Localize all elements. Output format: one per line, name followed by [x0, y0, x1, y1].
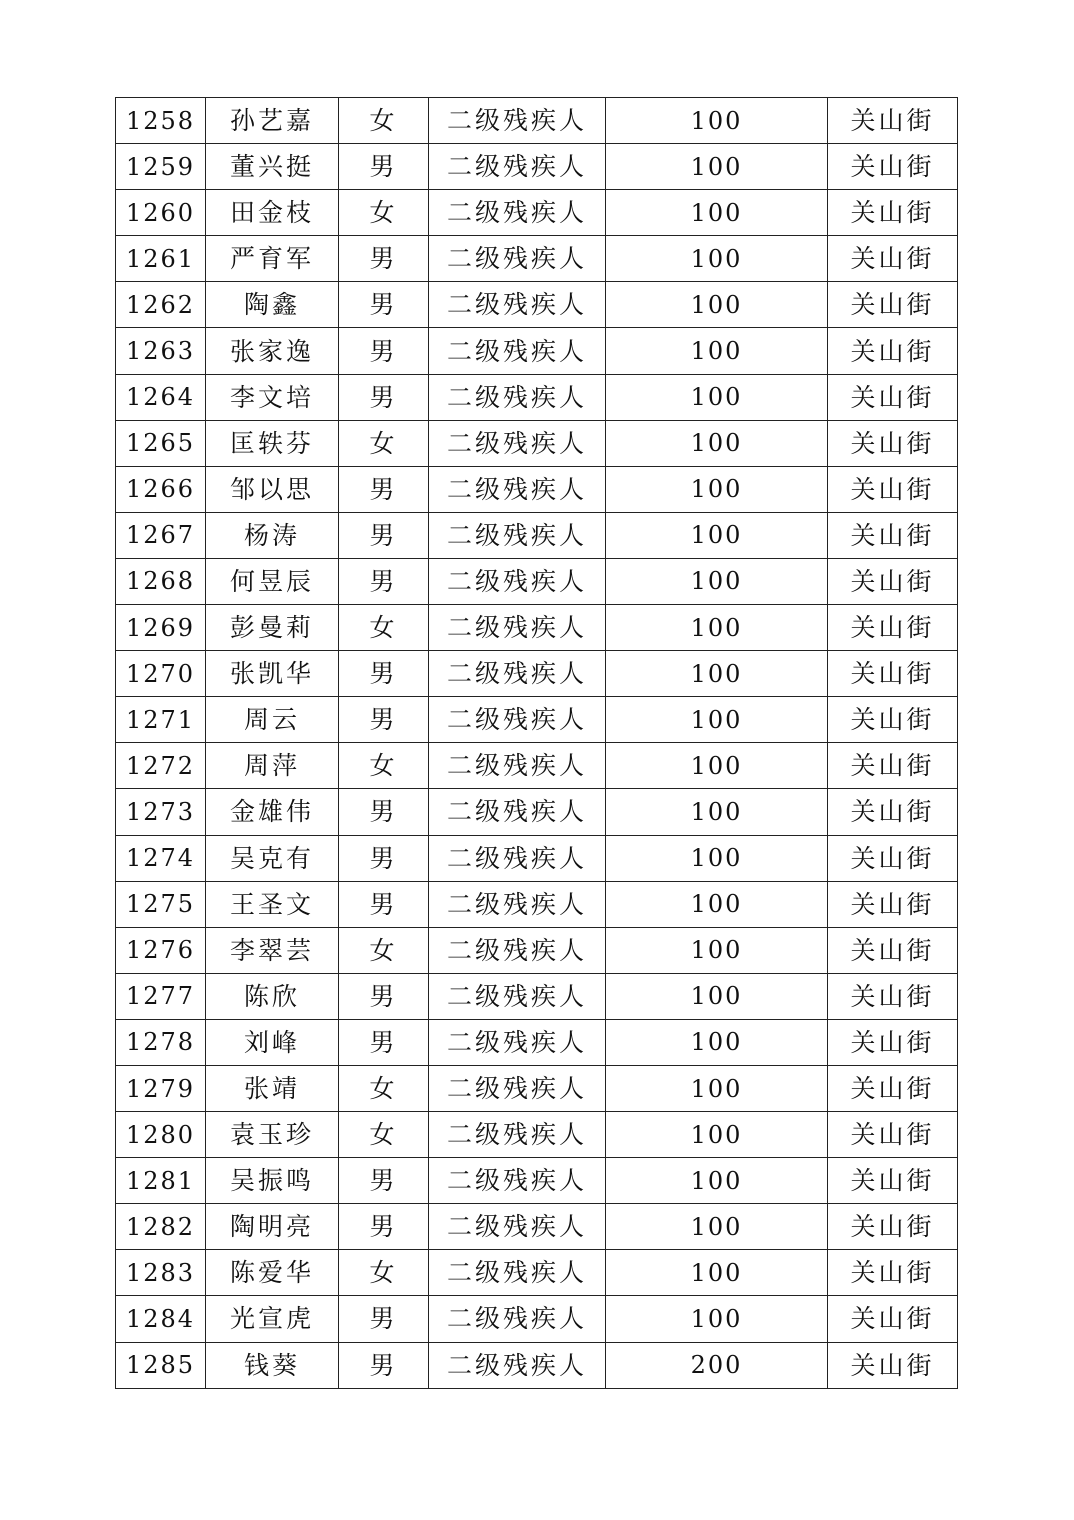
cell-amount: 100: [606, 973, 828, 1019]
cell-gender: 女: [339, 98, 429, 144]
table-row: [116, 697, 958, 743]
cell-category: 二级残疾人: [429, 374, 606, 420]
cell-gender: 女: [339, 420, 429, 466]
cell-name: 杨涛: [206, 512, 339, 558]
cell-id: 1258: [116, 98, 206, 144]
cell-gender: 女: [339, 743, 429, 789]
cell-amount: 100: [606, 605, 828, 651]
cell-category: 二级残疾人: [429, 1250, 606, 1296]
table-row: [116, 789, 958, 835]
cell-amount: 100: [606, 282, 828, 328]
cell-name: 陈爱华: [206, 1250, 339, 1296]
cell-category: 二级残疾人: [429, 466, 606, 512]
cell-id: 1268: [116, 558, 206, 604]
cell-gender: 女: [339, 1065, 429, 1111]
table-row: [116, 420, 958, 466]
cell-id: 1270: [116, 651, 206, 697]
cell-name: 王圣文: [206, 881, 339, 927]
cell-id: 1284: [116, 1296, 206, 1342]
cell-area: 关山街: [828, 420, 958, 466]
cell-name: 张家逸: [206, 328, 339, 374]
cell-gender: 男: [339, 558, 429, 604]
cell-name: 周云: [206, 697, 339, 743]
cell-id: 1274: [116, 835, 206, 881]
cell-id: 1280: [116, 1112, 206, 1158]
cell-area: 关山街: [828, 789, 958, 835]
cell-amount: 100: [606, 374, 828, 420]
cell-category: 二级残疾人: [429, 328, 606, 374]
cell-category: 二级残疾人: [429, 1342, 606, 1388]
cell-area: 关山街: [828, 1250, 958, 1296]
cell-gender: 男: [339, 881, 429, 927]
cell-name: 孙艺嘉: [206, 98, 339, 144]
cell-category: 二级残疾人: [429, 881, 606, 927]
cell-area: 关山街: [828, 190, 958, 236]
cell-name: 陶鑫: [206, 282, 339, 328]
cell-area: 关山街: [828, 743, 958, 789]
cell-gender: 男: [339, 651, 429, 697]
cell-area: 关山街: [828, 512, 958, 558]
cell-category: 二级残疾人: [429, 282, 606, 328]
table-row: [116, 881, 958, 927]
cell-area: 关山街: [828, 1019, 958, 1065]
table-row: [116, 328, 958, 374]
cell-gender: 男: [339, 374, 429, 420]
cell-id: 1260: [116, 190, 206, 236]
cell-gender: 男: [339, 789, 429, 835]
cell-amount: 200: [606, 1342, 828, 1388]
cell-amount: 100: [606, 881, 828, 927]
cell-name: 张凯华: [206, 651, 339, 697]
table-row: [116, 512, 958, 558]
table-body: [116, 98, 958, 1389]
cell-id: 1265: [116, 420, 206, 466]
cell-amount: 100: [606, 558, 828, 604]
table-row: [116, 743, 958, 789]
cell-id: 1269: [116, 605, 206, 651]
cell-amount: 100: [606, 1019, 828, 1065]
cell-gender: 男: [339, 282, 429, 328]
cell-amount: 100: [606, 743, 828, 789]
cell-amount: 100: [606, 789, 828, 835]
cell-gender: 男: [339, 1019, 429, 1065]
table-row: [116, 144, 958, 190]
cell-gender: 男: [339, 1342, 429, 1388]
cell-category: 二级残疾人: [429, 144, 606, 190]
cell-area: 关山街: [828, 1342, 958, 1388]
cell-category: 二级残疾人: [429, 605, 606, 651]
table-row: [116, 1158, 958, 1204]
cell-area: 关山街: [828, 282, 958, 328]
cell-category: 二级残疾人: [429, 1112, 606, 1158]
cell-area: 关山街: [828, 144, 958, 190]
cell-name: 陈欣: [206, 973, 339, 1019]
cell-name: 光宣虎: [206, 1296, 339, 1342]
cell-id: 1261: [116, 236, 206, 282]
cell-amount: 100: [606, 98, 828, 144]
cell-name: 吴振鸣: [206, 1158, 339, 1204]
cell-gender: 男: [339, 697, 429, 743]
cell-amount: 100: [606, 697, 828, 743]
cell-name: 匡轶芬: [206, 420, 339, 466]
cell-amount: 100: [606, 1158, 828, 1204]
table-row: [116, 374, 958, 420]
cell-gender: 女: [339, 927, 429, 973]
recipient-table: [115, 97, 958, 1389]
cell-id: 1267: [116, 512, 206, 558]
cell-id: 1285: [116, 1342, 206, 1388]
cell-gender: 男: [339, 466, 429, 512]
cell-area: 关山街: [828, 374, 958, 420]
cell-gender: 男: [339, 1158, 429, 1204]
cell-name: 田金枝: [206, 190, 339, 236]
cell-name: 袁玉珍: [206, 1112, 339, 1158]
table-row: [116, 1019, 958, 1065]
cell-category: 二级残疾人: [429, 190, 606, 236]
cell-gender: 女: [339, 1250, 429, 1296]
cell-amount: 100: [606, 1296, 828, 1342]
cell-gender: 男: [339, 973, 429, 1019]
cell-name: 钱葵: [206, 1342, 339, 1388]
cell-gender: 女: [339, 190, 429, 236]
cell-amount: 100: [606, 1204, 828, 1250]
cell-name: 董兴挺: [206, 144, 339, 190]
cell-gender: 男: [339, 328, 429, 374]
cell-id: 1264: [116, 374, 206, 420]
cell-amount: 100: [606, 1065, 828, 1111]
cell-gender: 女: [339, 1112, 429, 1158]
cell-area: 关山街: [828, 927, 958, 973]
cell-amount: 100: [606, 1250, 828, 1296]
cell-category: 二级残疾人: [429, 512, 606, 558]
table-row: [116, 835, 958, 881]
cell-amount: 100: [606, 927, 828, 973]
cell-area: 关山街: [828, 973, 958, 1019]
cell-area: 关山街: [828, 651, 958, 697]
table-row: [116, 605, 958, 651]
cell-amount: 100: [606, 420, 828, 466]
cell-id: 1283: [116, 1250, 206, 1296]
cell-gender: 男: [339, 512, 429, 558]
cell-amount: 100: [606, 236, 828, 282]
cell-category: 二级残疾人: [429, 1019, 606, 1065]
cell-category: 二级残疾人: [429, 789, 606, 835]
cell-name: 邹以思: [206, 466, 339, 512]
cell-area: 关山街: [828, 1158, 958, 1204]
cell-id: 1282: [116, 1204, 206, 1250]
table-row: [116, 98, 958, 144]
table-row: [116, 927, 958, 973]
table-row: [116, 1204, 958, 1250]
cell-area: 关山街: [828, 697, 958, 743]
cell-area: 关山街: [828, 98, 958, 144]
cell-amount: 100: [606, 190, 828, 236]
cell-category: 二级残疾人: [429, 1296, 606, 1342]
cell-amount: 100: [606, 512, 828, 558]
table-row: [116, 282, 958, 328]
cell-category: 二级残疾人: [429, 973, 606, 1019]
cell-id: 1266: [116, 466, 206, 512]
cell-area: 关山街: [828, 605, 958, 651]
cell-name: 吴克有: [206, 835, 339, 881]
cell-category: 二级残疾人: [429, 420, 606, 466]
cell-id: 1277: [116, 973, 206, 1019]
cell-name: 彭曼莉: [206, 605, 339, 651]
cell-category: 二级残疾人: [429, 651, 606, 697]
cell-id: 1275: [116, 881, 206, 927]
cell-id: 1263: [116, 328, 206, 374]
cell-id: 1278: [116, 1019, 206, 1065]
cell-category: 二级残疾人: [429, 1204, 606, 1250]
cell-amount: 100: [606, 1112, 828, 1158]
cell-id: 1271: [116, 697, 206, 743]
cell-amount: 100: [606, 651, 828, 697]
cell-name: 陶明亮: [206, 1204, 339, 1250]
cell-name: 金雄伟: [206, 789, 339, 835]
cell-area: 关山街: [828, 1065, 958, 1111]
cell-area: 关山街: [828, 881, 958, 927]
cell-name: 张靖: [206, 1065, 339, 1111]
cell-category: 二级残疾人: [429, 927, 606, 973]
cell-gender: 男: [339, 835, 429, 881]
cell-area: 关山街: [828, 558, 958, 604]
cell-gender: 男: [339, 236, 429, 282]
cell-category: 二级残疾人: [429, 835, 606, 881]
cell-gender: 男: [339, 1204, 429, 1250]
table-row: [116, 973, 958, 1019]
table-row: [116, 651, 958, 697]
cell-area: 关山街: [828, 1204, 958, 1250]
cell-id: 1281: [116, 1158, 206, 1204]
cell-amount: 100: [606, 466, 828, 512]
table-row: [116, 1296, 958, 1342]
cell-id: 1273: [116, 789, 206, 835]
table-row: [116, 1342, 958, 1388]
cell-id: 1259: [116, 144, 206, 190]
cell-amount: 100: [606, 144, 828, 190]
cell-name: 李翠芸: [206, 927, 339, 973]
cell-name: 周萍: [206, 743, 339, 789]
cell-name: 严育军: [206, 236, 339, 282]
cell-category: 二级残疾人: [429, 697, 606, 743]
cell-id: 1272: [116, 743, 206, 789]
cell-category: 二级残疾人: [429, 558, 606, 604]
table-row: [116, 1112, 958, 1158]
cell-category: 二级残疾人: [429, 1158, 606, 1204]
cell-id: 1262: [116, 282, 206, 328]
cell-amount: 100: [606, 328, 828, 374]
cell-gender: 女: [339, 605, 429, 651]
cell-area: 关山街: [828, 236, 958, 282]
table-row: [116, 1065, 958, 1111]
cell-category: 二级残疾人: [429, 743, 606, 789]
cell-gender: 男: [339, 144, 429, 190]
cell-category: 二级残疾人: [429, 1065, 606, 1111]
cell-area: 关山街: [828, 466, 958, 512]
cell-amount: 100: [606, 835, 828, 881]
table-row: [116, 190, 958, 236]
table-row: [116, 558, 958, 604]
cell-area: 关山街: [828, 1112, 958, 1158]
cell-area: 关山街: [828, 1296, 958, 1342]
cell-area: 关山街: [828, 835, 958, 881]
cell-id: 1279: [116, 1065, 206, 1111]
cell-id: 1276: [116, 927, 206, 973]
table-row: [116, 236, 958, 282]
cell-category: 二级残疾人: [429, 236, 606, 282]
cell-name: 李文培: [206, 374, 339, 420]
cell-name: 何昱辰: [206, 558, 339, 604]
cell-name: 刘峰: [206, 1019, 339, 1065]
cell-area: 关山街: [828, 328, 958, 374]
table-row: [116, 1250, 958, 1296]
cell-category: 二级残疾人: [429, 98, 606, 144]
cell-gender: 男: [339, 1296, 429, 1342]
table-row: [116, 466, 958, 512]
